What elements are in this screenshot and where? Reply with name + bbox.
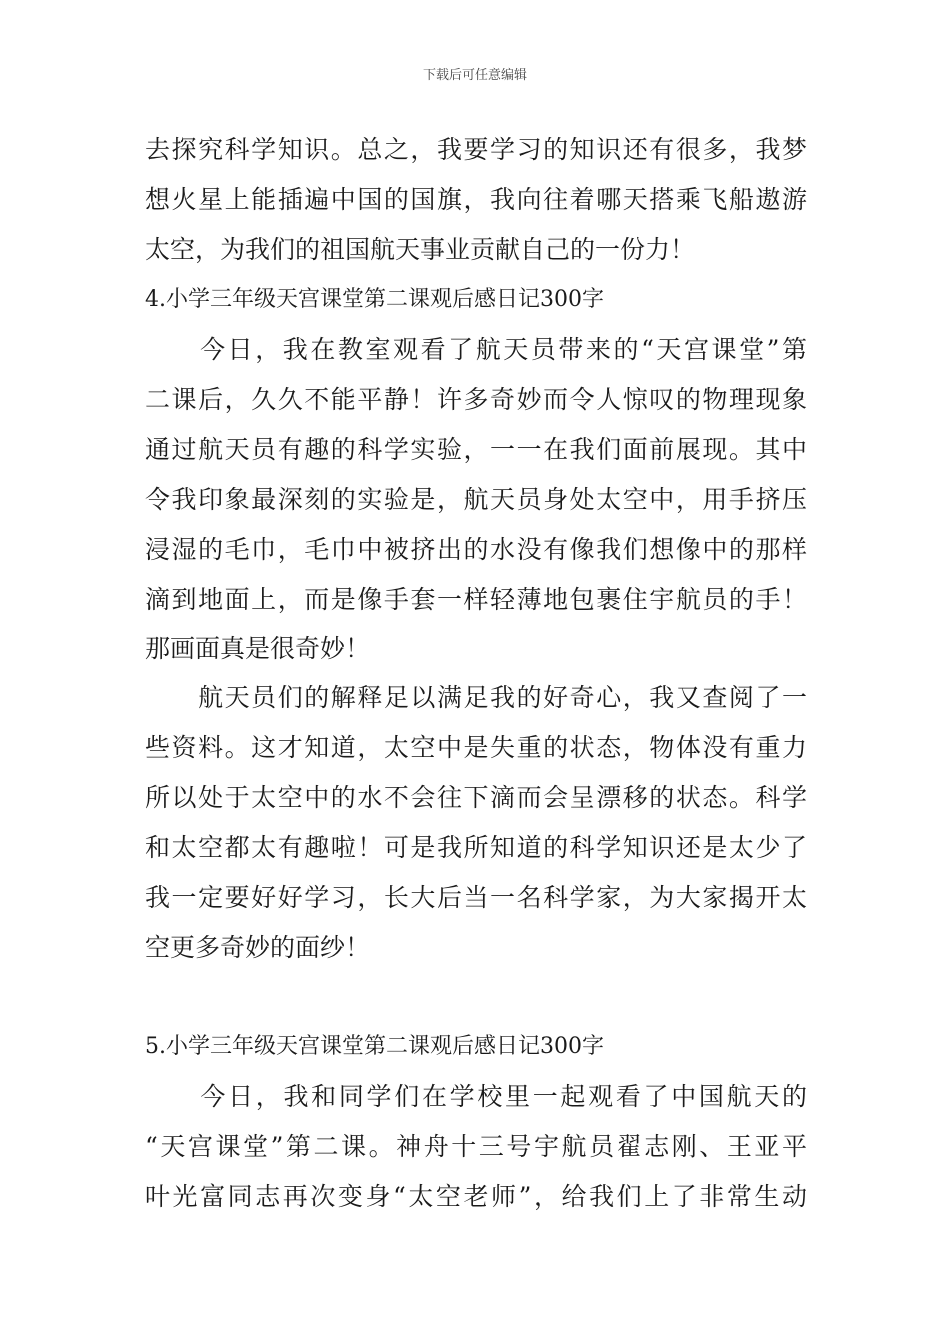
text-line: 滴到地面上，而是像手套一样轻薄地包裹住宇航员的手！	[145, 585, 807, 614]
section-heading: 4.小学三年级天宫课堂第二课观后感日记300字	[145, 287, 604, 312]
text-line: 所以处于太空中的水不会往下滴而会呈漂移的状态。科学	[145, 783, 807, 812]
text-line: 太空，为我们的祖国航天事业贡献自己的一份力！	[145, 235, 696, 264]
text-line: 去探究科学知识。总之，我要学习的知识还有很多，我梦	[145, 135, 807, 164]
text-line: 空更多奇妙的面纱！	[145, 933, 371, 962]
text-line: 二课后，久久不能平静！许多奇妙而令人惊叹的物理现象	[145, 385, 807, 414]
text-line: 令我印象最深刻的实验是，航天员身处太空中，用手挤压	[145, 485, 807, 514]
text-line: 今日，我在教室观看了航天员带来的“天宫课堂”第	[145, 335, 807, 364]
text-line: 想火星上能插遍中国的国旗，我向往着哪天搭乘飞船遨游	[145, 185, 807, 214]
text-line: 通过航天员有趣的科学实验，一一在我们面前展现。其中	[145, 435, 807, 464]
text-line: 叶光富同志再次变身“太空老师”，给我们上了非常生动	[145, 1182, 807, 1211]
page-header: 下载后可任意编辑	[422, 68, 527, 83]
text-line: 和太空都太有趣啦！可是我所知道的科学知识还是太少了	[145, 833, 807, 862]
text-line: 我一定要好好学习，长大后当一名科学家，为大家揭开太	[145, 883, 807, 912]
text-line: 今日，我和同学们在学校里一起观看了中国航天的	[145, 1082, 807, 1111]
text-line: “天宫课堂”第二课。神舟十三号宇航员翟志刚、王亚平	[145, 1132, 807, 1161]
section-heading: 5.小学三年级天宫课堂第二课观后感日记300字	[145, 1034, 604, 1059]
text-line: 些资料。这才知道，太空中是失重的状态，物体没有重力	[145, 733, 807, 762]
text-line: 那画面真是很奇妙！	[145, 634, 371, 663]
text-line: 浸湿的毛巾，毛巾中被挤出的水没有像我们想像中的那样	[145, 535, 807, 564]
text-line: 航天员们的解释足以满足我的好奇心，我又查阅了一	[145, 683, 807, 712]
